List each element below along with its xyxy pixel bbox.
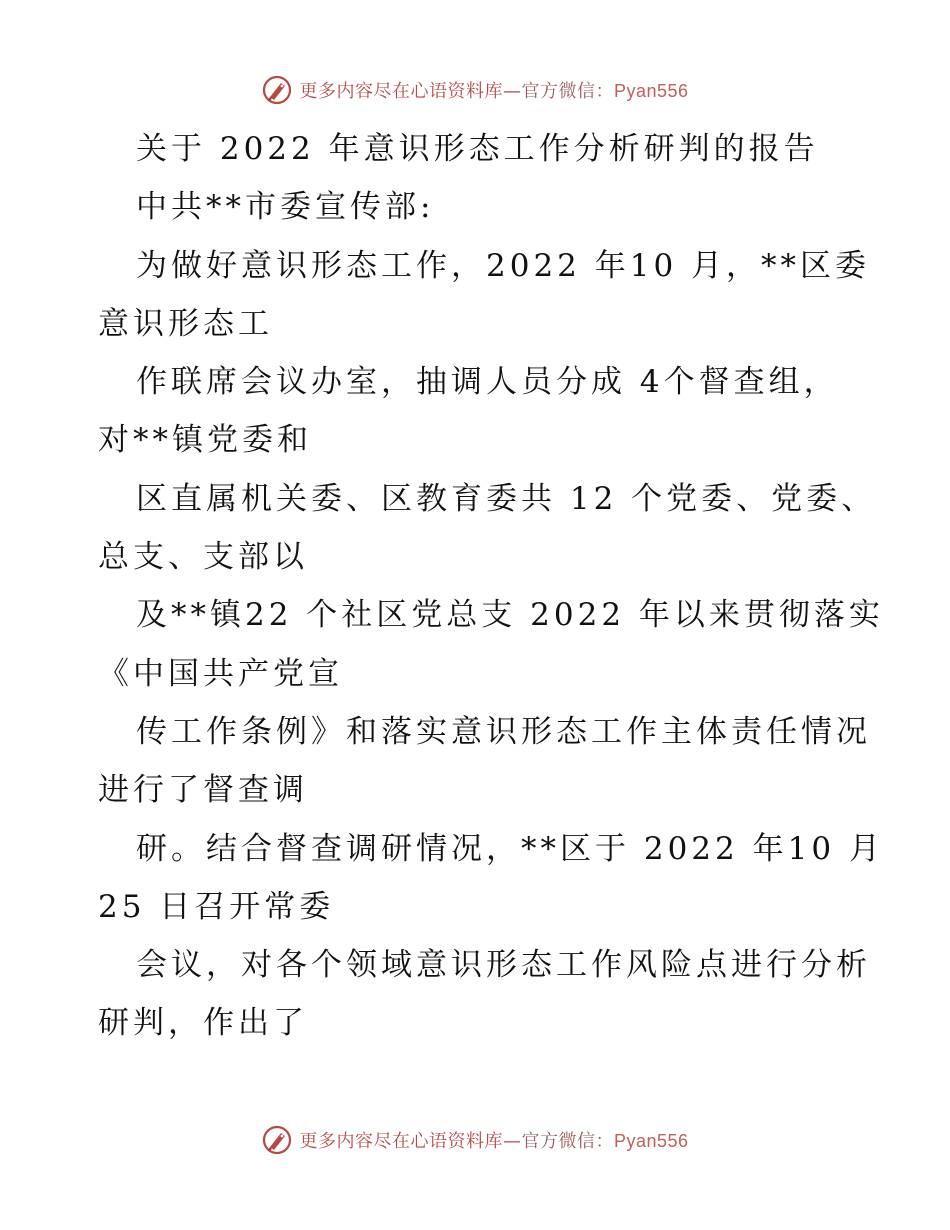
body-line: 总支、支部以 <box>98 539 308 576</box>
watermark-wechat-id: Pyan556 <box>613 81 689 101</box>
body-line: 作联席会议办室，抽调人员分成 4个督查组， <box>136 364 839 401</box>
body-line: 研判，作出了 <box>98 1005 308 1042</box>
body-line: 进行了督查调 <box>98 772 308 809</box>
body-line: 25 日召开常委 <box>98 888 335 925</box>
watermark-wechat-label: 官方微信： <box>521 81 614 102</box>
pen-nib-seal-icon <box>261 1124 293 1156</box>
body-line: 意识形态工 <box>98 305 273 342</box>
watermark-slogan: 更多内容尽在心语资料库 <box>299 1131 503 1152</box>
watermark-separator: — <box>502 81 522 102</box>
watermark-text <box>299 77 688 103</box>
document-body <box>98 120 884 1053</box>
body-line: 对**镇党委和 <box>98 422 312 459</box>
body-line: 为做好意识形态工作，2022 年10 月，**区委 <box>136 247 871 284</box>
header-watermark <box>0 70 950 110</box>
watermark-text <box>299 1127 688 1153</box>
watermark-wechat-id: Pyan556 <box>613 1131 689 1151</box>
body-line: 会议，对各个领域意识形态工作风险点进行分析 <box>136 947 871 984</box>
body-line: 传工作条例》和落实意识形态工作主体责任情况 <box>136 713 871 750</box>
watermark-slogan: 更多内容尽在心语资料库 <box>299 81 503 102</box>
addressee: 中共**市委宣传部: <box>136 189 435 226</box>
watermark-wechat-label: 官方微信： <box>521 1131 614 1152</box>
document-title: 关于 2022 年意识形态工作分析研判的报告 <box>136 131 819 167</box>
body-line: 区直属机关委、区教育委共 12 个党委、党委、 <box>136 480 877 517</box>
body-line: 《中国共产党宣 <box>98 655 343 692</box>
body-line: 及**镇22 个社区党总支 2022 年以来贯彻落实 <box>136 597 884 634</box>
pen-nib-seal-icon <box>261 74 293 106</box>
watermark-separator: — <box>502 1131 522 1152</box>
footer-watermark <box>0 1120 950 1160</box>
body-line: 研。结合督查调研情况，**区于 2022 年10 月 <box>136 830 884 867</box>
